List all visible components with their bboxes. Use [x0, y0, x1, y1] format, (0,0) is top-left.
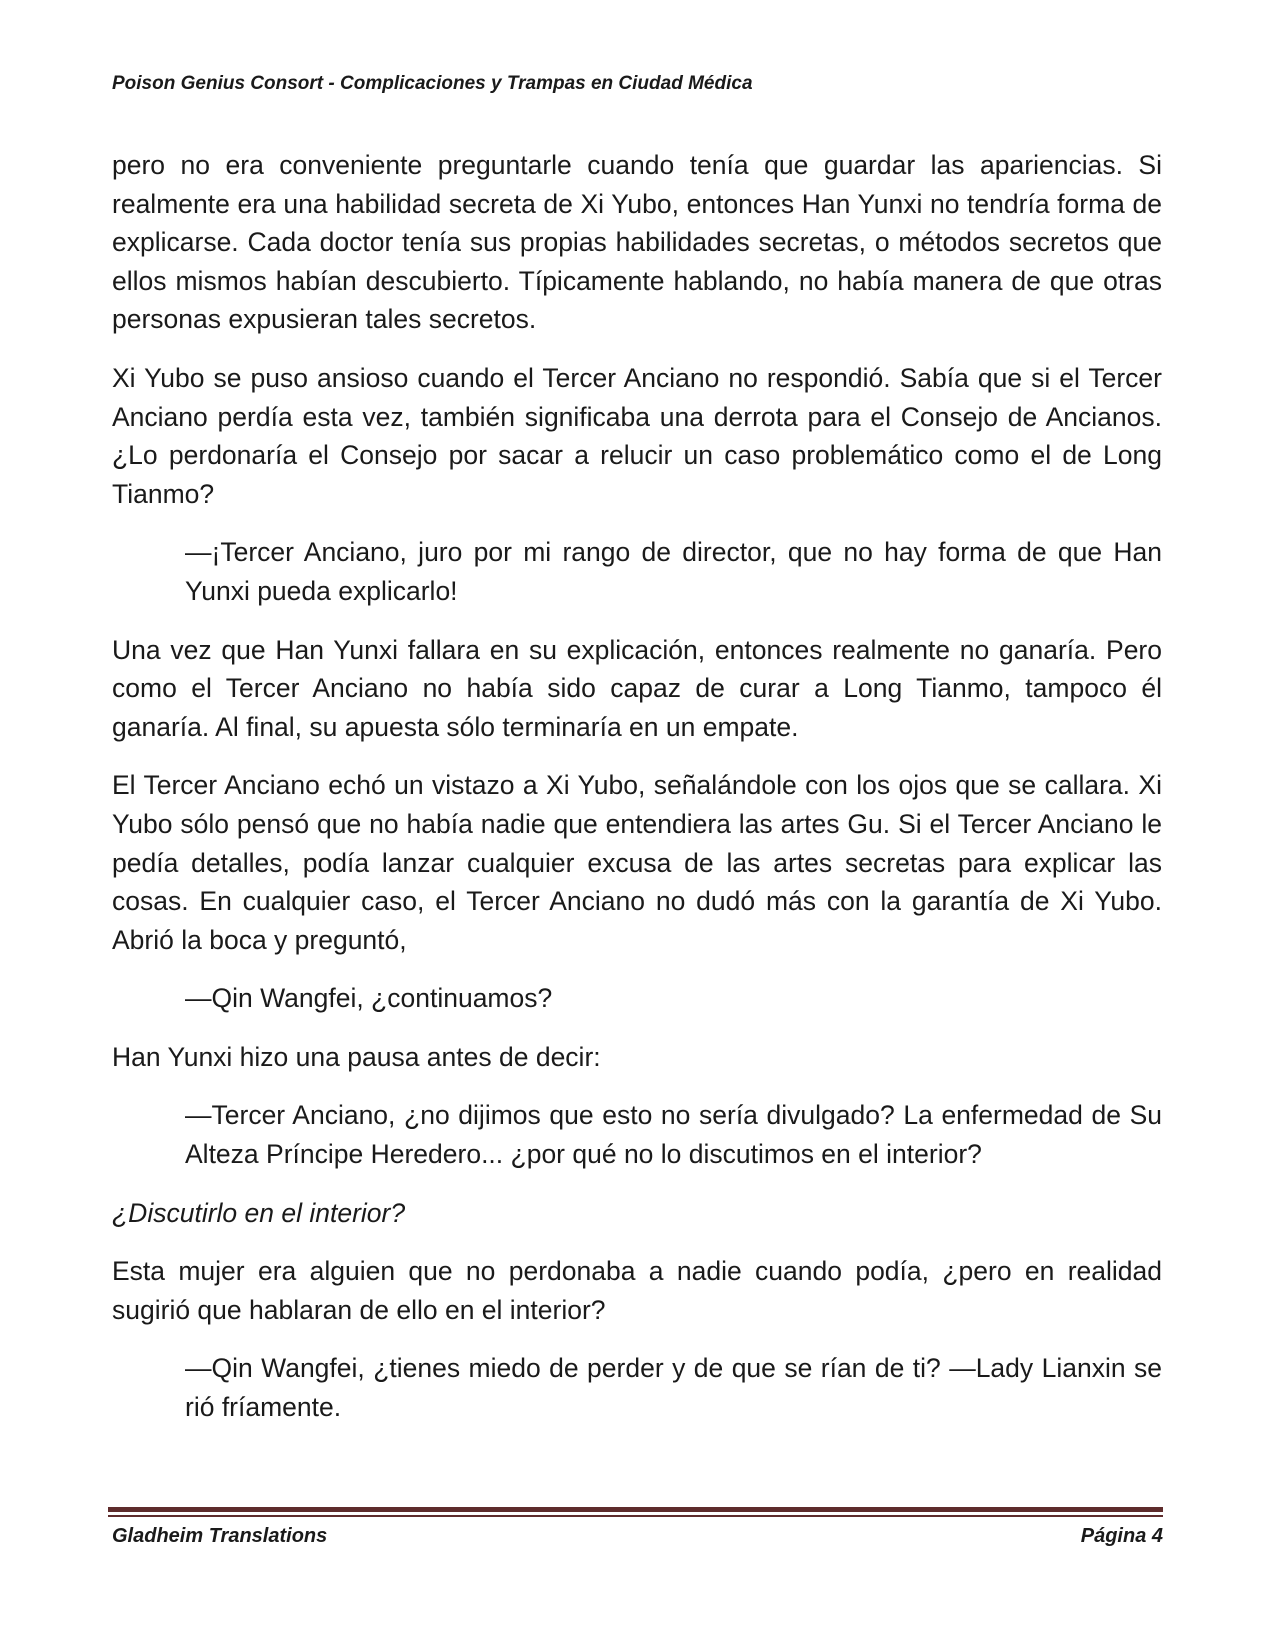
paragraph: Una vez que Han Yunxi fallara en su explicación, entonces realmente no ganaría. Pero como el Tercer Anciano no había sido capaz de curar a Long Tianmo, tampoco él ganaría. Al final, su apuesta sólo terminaría en un empate. [112, 634, 1162, 742]
dialog-paragraph: —¡Tercer Anciano, juro por mi rango de director, que no hay forma de que Han Yunxi pueda explicarlo! [185, 537, 1162, 606]
footer-divider-thick [108, 1507, 1163, 1512]
document-body [112, 146, 1162, 1447]
dialog-paragraph: —Qin Wangfei, ¿tienes miedo de perder y de que se rían de ti? —Lady Lianxin se rió fríamente. [185, 1353, 1162, 1423]
paragraph: pero no era conveniente preguntarle cuando tenía que guardar las apariencias. Si realmente era una habilidad secreta de Xi Yubo, entonces Han Yunxi no tendría forma de explicarse. Cada doctor tenía sus propias habilidades secretas, o métodos secretos que ellos mismos habían descubierto. Típicamente hablando, no había manera de que otras personas expusieran tales secretos. [112, 150, 1162, 335]
footer-divider-thin [108, 1515, 1163, 1517]
footer-translator-credit: Gladheim Translations [112, 1525, 328, 1547]
dialog-paragraph: —Tercer Anciano, ¿no dijimos que esto no sería divulgado? La enfermedad de Su Alteza Príncipe Heredero... ¿por qué no lo discutimos en el interior? [185, 1100, 1162, 1170]
paragraph: El Tercer Anciano echó un vistazo a Xi Yubo, señalándole con los ojos que se callara. Xi Yubo sólo pensó que no había nadie que entendiera las artes Gu. Si el Tercer Anciano le pedía detalles, podía lanzar cualquier excusa de las artes secretas para explicar las cosas. En cualquier caso, el Tercer Anciano no dudó más con la garantía de Xi Yubo. Abrió la boca y preguntó, [112, 770, 1162, 955]
paragraph: Esta mujer era alguien que no perdonaba a nadie cuando podía, ¿pero en realidad sugirió que hablaran de ello en el interior? [112, 1256, 1162, 1325]
page-header-title: Poison Genius Consort - Complicaciones y Trampas en Ciudad Médica [112, 73, 753, 94]
dialog-paragraph: —Qin Wangfei, ¿continuamos? [185, 983, 553, 1014]
footer-page-number: Página 4 [1080, 1525, 1163, 1547]
paragraph: Han Yunxi hizo una pausa antes de decir: [112, 1041, 601, 1072]
paragraph: Xi Yubo se puso ansioso cuando el Tercer Anciano no respondió. Sabía que si el Tercer Anciano perdía esta vez, también significaba una derrota para el Consejo de Ancianos. ¿Lo perdonaría el Consejo por sacar a relucir un caso problemático como el de Long Tianmo? [112, 362, 1162, 509]
italic-paragraph: ¿Discutirlo en el interior? [112, 1197, 406, 1228]
